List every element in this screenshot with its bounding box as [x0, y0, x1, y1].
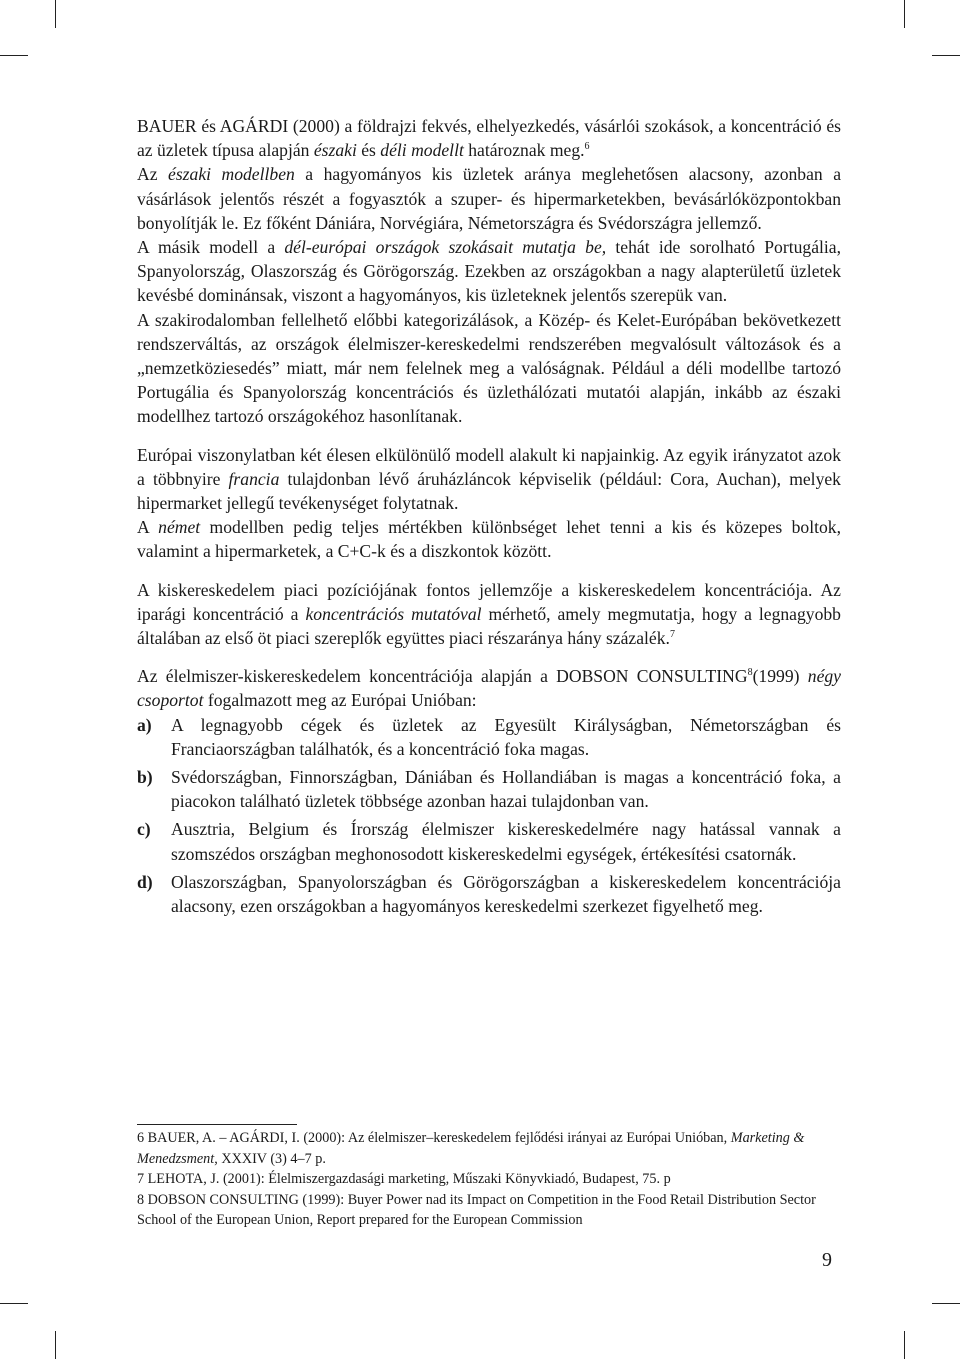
footnote-7: 7 LEHOTA, J. (2001): Élelmiszergazdasági marketing, Műszaki Könyvkiadó, Budapest, 75. p	[137, 1171, 671, 1188]
text-run: mérhető, amely megmutatja, hogy a legnagyobb általában az első öt piaci szereplők együttes piaci részaránya hány százalék.	[137, 603, 841, 649]
list-marker: c)	[137, 819, 151, 840]
paragraph-concentration	[137, 578, 841, 651]
list-marker: b)	[137, 767, 153, 788]
list-item	[137, 713, 841, 761]
list-item	[137, 765, 841, 813]
italic-term: francia	[228, 468, 280, 489]
paragraph-southern-model	[137, 235, 841, 308]
crop-mark-top-left	[55, 0, 56, 28]
text-run: A	[137, 517, 159, 538]
footnote-ref[interactable]: 7	[669, 629, 675, 641]
text-run: A másik modell a	[137, 237, 285, 258]
text-run: a hagyományos kis üzletek aránya meglehetősen alacsony, azonban a vásárlások jelentős részét a fogyasztók a szuper- és hipermarketekben, bevásárlóközpontokban bonyolítják le. Ez főként Dániára, Norvégiára, Németországra és Svédországra jellemző.	[137, 164, 842, 233]
paragraph-dobson-intro	[137, 664, 841, 712]
list-marker: a)	[137, 714, 152, 735]
paragraph-categorization: A szakirodalomban fellelhető előbbi kategorizálások, a Közép- és Kelet-Európában bekövetkezett rendszerváltás, az országok élelmiszer-kereskedelmi rendszerében megvalósult változások és a „nemzetköziesedés” miatt, már nem felelnek meg a valóságnak. Például a déli modellbe tartozó Portugália és Spanyolország koncentrációs és üzlethálózati mutatói alapján, inkább az északi modellhez tartozó országokéhoz hasonlítanak.	[137, 309, 841, 427]
footnote-separator	[137, 1124, 297, 1125]
italic-term: északi modellben	[168, 164, 295, 185]
text-run: (1999)	[752, 666, 808, 687]
text-run: BAUER és AGÁRDI (2000) a földrajzi fekvés, elhelyezkedés, vásárlói szokások, a koncentráció és az üzletek típusa alapján	[137, 116, 841, 161]
text-run: fogalmazott meg az Európai Unióban:	[203, 690, 477, 711]
crop-mark-right-top	[932, 55, 960, 56]
list-item-text: A legnagyobb cégek és üzletek az Egyesült Királyságban, Németországban és Franciaországban találhatók, és a koncentráció foka magas.	[171, 714, 841, 759]
crop-mark-right-bottom	[932, 1303, 960, 1304]
list-item	[137, 817, 841, 865]
page-body	[137, 114, 841, 922]
footnote-8: 8 DOBSON CONSULTING (1999): Buyer Power nad its Impact on Competition in the Food Retail Distribution Sector School of the European Union, Report prepared for the European Commission	[137, 1191, 816, 1229]
text-run: 6 BAUER, A. – AGÁRDI, I. (2000): Az élelmiszer–kereskedelem fejlődési irányai az Európai Unióban,	[137, 1130, 731, 1146]
list-item	[137, 870, 841, 918]
crop-mark-left-bottom	[0, 1303, 28, 1304]
italic-term: déli modellt	[380, 140, 464, 161]
footnote-ref[interactable]: 8	[747, 667, 753, 679]
text-run: A kiskereskedelem piaci pozíciójának fontos jellemzője a kiskereskedelem koncentrációja. Az iparági koncentráció a	[137, 579, 841, 624]
text-run: , XXXIV (3) 4–7 p.	[214, 1150, 326, 1167]
text-run: modellben pedig teljes mértékben különbséget lehet tenni a kis és közepes boltok, valamint a hipermarketek, a C+C-k és a diszkontok között.	[137, 517, 841, 562]
crop-mark-bottom-left	[55, 1331, 56, 1359]
footnote-ref[interactable]: 6	[584, 141, 590, 153]
footnotes	[137, 1128, 841, 1231]
text-run: és	[356, 140, 381, 161]
italic-term: koncentrációs mutatóval	[305, 603, 482, 624]
list-marker: d)	[137, 871, 153, 892]
text-run: Az élelmiszer-kiskereskedelem koncentrációja alapján a DOBSON CONSULTING	[137, 666, 748, 687]
italic-term: dél-európai országok szokásait mutatja be,	[284, 237, 607, 258]
text-run: tulajdonban lévő áruházláncok képviselik (például: Cora, Auchan), melyek hipermarket jellegű tevékenységet folytatnak.	[137, 468, 841, 514]
footnote-6	[137, 1128, 841, 1169]
country-group-list	[137, 713, 841, 919]
page-number: 9	[822, 1249, 832, 1271]
italic-term: német	[158, 517, 201, 538]
crop-mark-top-right	[904, 0, 905, 28]
list-item-text: Ausztria, Belgium és Írország élelmiszer kiskereskedelmére nagy hatással vannak a szomszédos országban meghonosodott kiskereskedelmi egységek, értékesítési csatornák.	[171, 819, 841, 864]
paragraph-northern-southern-model	[137, 114, 841, 235]
text-run: tehát ide sorolható Portugália, Spanyolország, Olaszország és Görögország. Ezekben az országokban a nagy alapterületű üzletek kevésbé dominánsak, viszont a hagyományos, kis üzleteknek jelentős szerepük van.	[137, 237, 841, 306]
text-run: Az	[137, 164, 169, 185]
text-run: Európai viszonylatban két élesen elkülönülő modell alakult ki napjainkig. Az egyik irányzatot azok a többnyire	[137, 444, 841, 489]
italic-term: négy csoportot	[137, 666, 841, 711]
text-run: határoznak meg.	[463, 140, 585, 161]
list-item-text: Olaszországban, Spanyolországban és Görögországban a kiskereskedelem koncentrációja alacsony, ezen országokban a hagyományos kereskedelmi szerkezet figyelhető meg.	[171, 871, 841, 917]
crop-mark-bottom-right	[904, 1331, 905, 1359]
italic-term: Marketing & Menedzsment	[137, 1130, 805, 1167]
list-item-text: Svédországban, Finnországban, Dániában és Hollandiában is magas a koncentráció foka, a piacokon található üzletek többsége azonban hazai tulajdonban van.	[171, 767, 841, 812]
crop-mark-left-top	[0, 55, 28, 56]
paragraph-french-model	[137, 443, 841, 564]
italic-term: északi	[313, 140, 357, 161]
